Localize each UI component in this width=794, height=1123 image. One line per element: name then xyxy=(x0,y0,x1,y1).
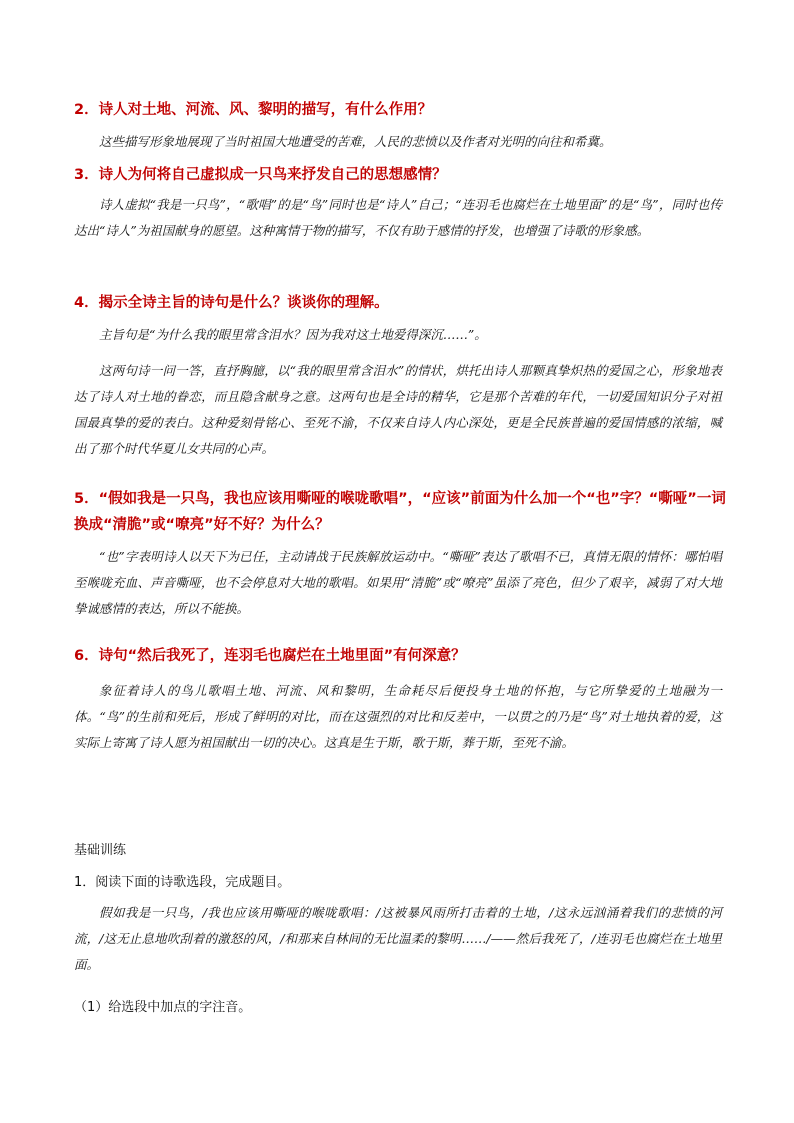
question-5: 5．“假如我是一只鸟，我也应该用嘶哑的喉咙歌唱”，“应该”前面为什么加一个“也”字？“嘶哑”一词换成“清脆”或“嘹亮”好不好？为什么？ xyxy=(74,491,726,533)
question-3: 3．诗人为何将自己虚拟成一只鸟来抒发自己的思想感情？ xyxy=(74,167,447,183)
poem-excerpt: 假如我是一只鸟，/我也应该用嘶哑的喉咙歌唱：/这被暴风雨所打击着的土地，/这永远汹涌着我们的悲愤的河流，/这无止息地吹刮着的激怒的风，/和那来自林间的无比温柔的黎明……/——然后我死了，/连羽毛也腐烂在土地里面。 xyxy=(74,905,722,972)
answer-4-main: 主旨句是“为什么我的眼里常含泪水？因为我对这土地爱得深沉……”。 xyxy=(99,327,487,342)
question-4: 4．揭示全诗主旨的诗句是什么？谈谈你的理解。 xyxy=(74,295,389,311)
answer-6: 象征着诗人的鸟儿歌唱土地、河流、风和黎明，生命耗尽后便投身土地的怀抱，与它所挚爱的土地融为一体。“鸟”的生前和死后，形成了鲜明的对比，而在这强烈的对比和反差中，一以贯之的乃是“鸟”对土地执着的爱，这实际上寄寓了诗人愿为祖国献出一切的决心。这真是生于斯，歌于斯，葬于斯，至死不渝。 xyxy=(74,683,722,750)
question-6: 6．诗句“然后我死了，连羽毛也腐烂在土地里面”有何深意？ xyxy=(74,648,466,664)
answer-5: “也”字表明诗人以天下为已任，主动请战于民族解放运动中。“嘶哑”表达了歌唱不已，真情无限的情怀：哪怕唱至喉咙充血、声音嘶哑，也不会停息对大地的歌唱。如果用“清脆”或“嘹亮”虽添了亮色，但少了艰辛，减弱了对大地挚诚感情的表达，所以不能换。 xyxy=(74,549,722,616)
training-item-1: 1．阅读下面的诗歌选段，完成题目。 xyxy=(74,875,291,890)
sub-question-1: （1）给选段中加点的字注音。 xyxy=(74,1000,252,1015)
question-2: 2．诗人对土地、河流、风、黎明的描写，有什么作用？ xyxy=(74,102,433,118)
answer-2: 这些描写形象地展现了当时祖国大地遭受的苦难，人民的悲愤以及作者对光明的向往和希冀。 xyxy=(99,134,612,149)
training-heading: 基础训练 xyxy=(74,843,127,858)
answer-3: 诗人虚拟“我是一只鸟”，“歌唱”的是“鸟”同时也是“诗人”自己；“连羽毛也腐烂在土地里面”的是“鸟”，同时也传达出“诗人”为祖国献身的愿望。这种寓情于物的描写，不仅有助于感情的抒发，也增强了诗歌的形象感。 xyxy=(74,197,722,238)
answer-4-detail: 这两句诗一问一答，直抒胸臆，以“我的眼里常含泪水”的情状，烘托出诗人那颗真挚炽热的爱国之心，形象地表达了诗人对土地的眷恋，而且隐含献身之意。这两句也是全诗的精华，它是那个苦难的年代，一切爱国知识分子对祖国最真挚的爱的表白。这种爱刻骨铭心、至死不渝，不仅来自诗人内心深处，更是全民族普遍的爱国情感的浓缩，喊出了那个时代华夏儿女共同的心声。 xyxy=(74,363,722,456)
